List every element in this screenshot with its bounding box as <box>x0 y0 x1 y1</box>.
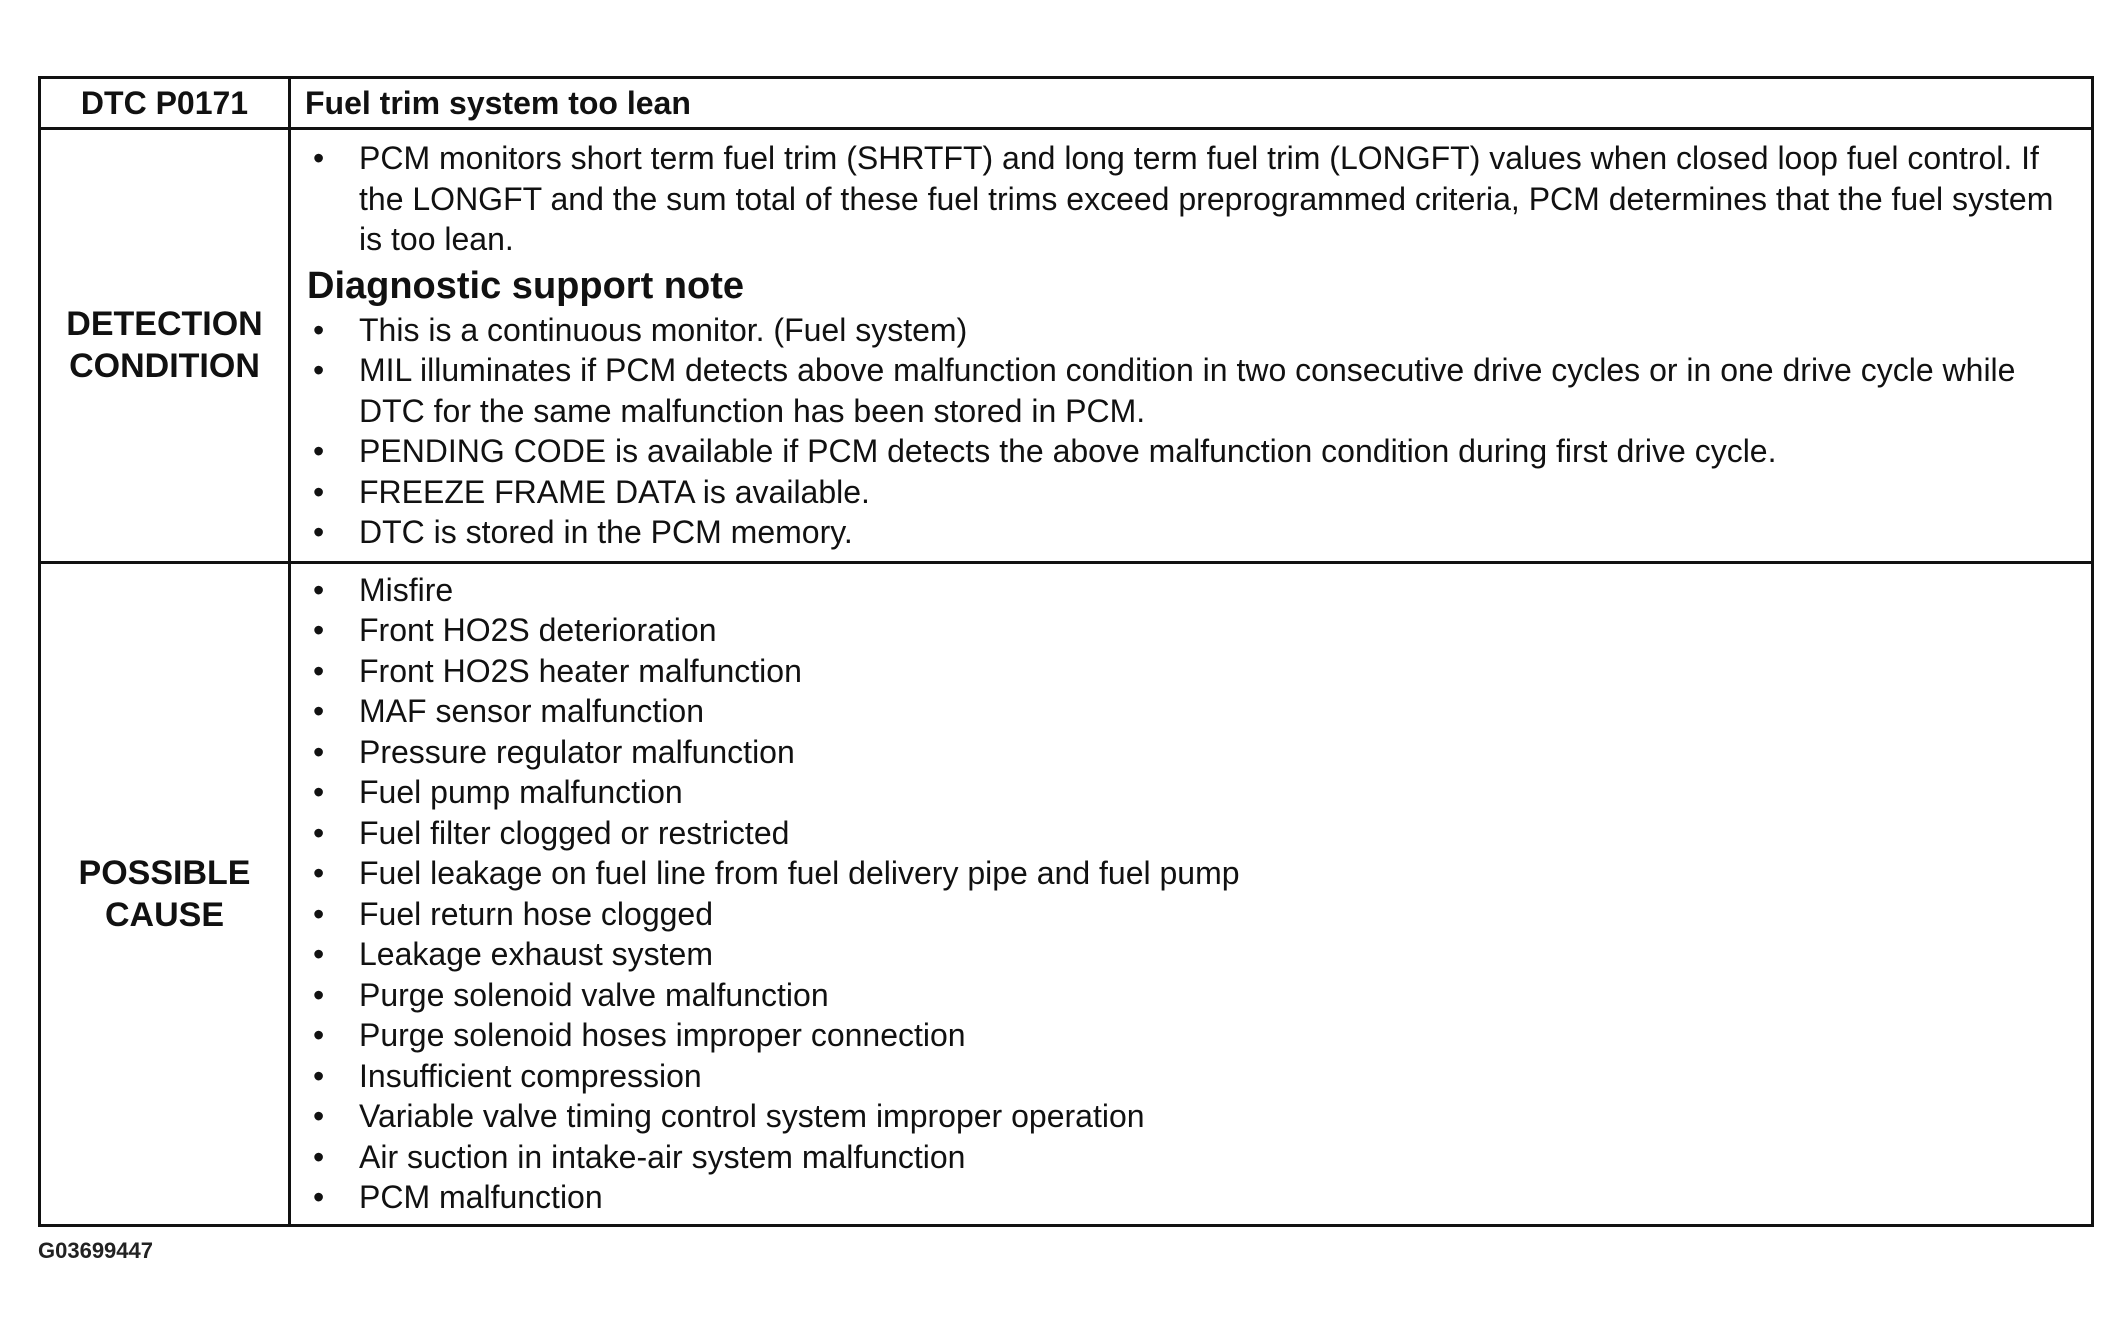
detection-label-line1: DETECTION <box>66 305 263 344</box>
list-item: • Fuel filter clogged or restricted <box>307 813 2077 854</box>
list-item: • Air suction in intake-air system malfunction <box>307 1137 2077 1178</box>
detection-condition-content <box>290 129 2093 563</box>
possible-cause-list <box>307 570 2077 1218</box>
detection-intro-list <box>307 138 2077 260</box>
detection-label-line2: CONDITION <box>69 347 260 386</box>
possible-cause-label <box>40 562 290 1225</box>
diagnostic-support-heading: Diagnostic support note <box>307 264 744 307</box>
list-item: • Misfire <box>307 570 2077 611</box>
list-item: • DTC is stored in the PCM memory. <box>307 512 2077 553</box>
list-item: • Pressure regulator malfunction <box>307 732 2077 773</box>
list-item: • Fuel pump malfunction <box>307 772 2077 813</box>
cause-label-line1: POSSIBLE <box>78 853 251 892</box>
list-item: • Insufficient compression <box>307 1056 2077 1097</box>
list-item: • FREEZE FRAME DATA is available. <box>307 472 2077 513</box>
detection-condition-label <box>40 129 290 563</box>
detection-row <box>40 129 2093 563</box>
header-row <box>40 78 2093 129</box>
list-item: • Front HO2S deterioration <box>307 610 2077 651</box>
possible-cause-row <box>40 562 2093 1225</box>
cause-label-line2: CAUSE <box>104 895 225 934</box>
possible-cause-content <box>290 562 2093 1225</box>
list-item: • Fuel return hose clogged <box>307 894 2077 935</box>
figure-id: G03699447 <box>38 1238 153 1263</box>
list-item: • This is a continuous monitor. (Fuel system) <box>307 310 2077 351</box>
list-item: • Front HO2S heater malfunction <box>307 651 2077 692</box>
dtc-code: DTC P0171 <box>40 78 290 129</box>
dtc-title: Fuel trim system too lean <box>290 78 2093 129</box>
diagnostic-support-list <box>307 310 2077 553</box>
list-item: • PCM monitors short term fuel trim (SHRTFT) and long term fuel trim (LONGFT) values when closed loop fuel control. If the LONGFT and the sum total of these fuel trims exceed preprogrammed criteria, PCM determines that the fuel system is too lean. <box>307 138 2077 260</box>
list-item: • MIL illuminates if PCM detects above malfunction condition in two consecutive drive cycles or in one drive cycle while DTC for the same malfunction has been stored in PCM. <box>307 350 2077 431</box>
list-item: • Purge solenoid valve malfunction <box>307 975 2077 1016</box>
list-item: • PENDING CODE is available if PCM detects the above malfunction condition during first drive cycle. <box>307 431 2077 472</box>
list-item: • MAF sensor malfunction <box>307 691 2077 732</box>
list-item: • Purge solenoid hoses improper connection <box>307 1015 2077 1056</box>
list-item: • PCM malfunction <box>307 1177 2077 1218</box>
list-item: • Leakage exhaust system <box>307 934 2077 975</box>
list-item: • Variable valve timing control system improper operation <box>307 1096 2077 1137</box>
dtc-table <box>38 76 2094 1227</box>
list-item: • Fuel leakage on fuel line from fuel delivery pipe and fuel pump <box>307 853 2077 894</box>
